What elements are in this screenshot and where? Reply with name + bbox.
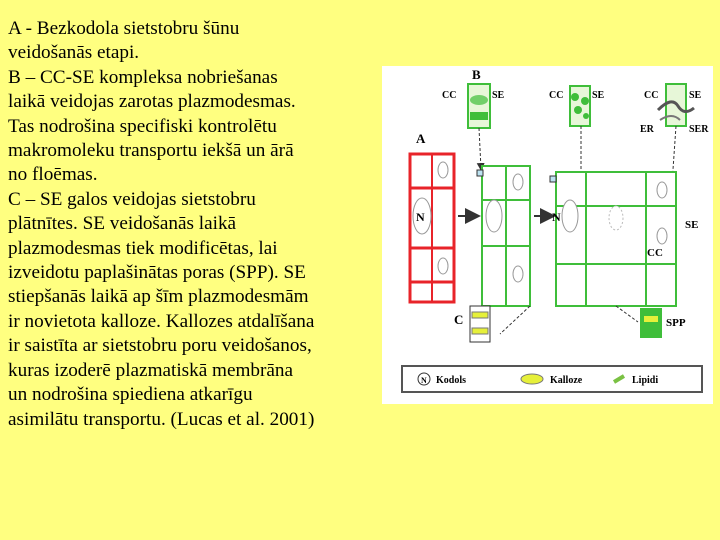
text-line: kuras izoderē plazmatiskā membrāna (8, 359, 294, 381)
text-line: no floēmas. (8, 164, 98, 186)
inset-label-cc: CC (644, 90, 659, 101)
label-cc: CC (647, 247, 663, 259)
c-inset (470, 306, 686, 342)
text-line: laikā veidojas zarotas plazmodesmas. (8, 91, 296, 113)
label-spp: SPP (666, 317, 686, 329)
phloem-figure (382, 66, 713, 404)
inset-label-ser: SER (689, 124, 709, 135)
text-line: ir saistīta ar sietstobru poru veidošanos, (8, 335, 312, 357)
inset-label-se: SE (592, 90, 605, 101)
legend-lipid: Lipidi (632, 375, 659, 386)
inset-label-cc: CC (549, 90, 564, 101)
svg-text:N: N (421, 376, 427, 385)
text-line: izveidotu paplašinātas poras (SPP). SE (8, 262, 306, 284)
text-line: un nodrošina spiediena atkarīgu (8, 384, 253, 406)
text-line: Tas nodrošina specifiski kontrolētu (8, 115, 277, 137)
nucleus-label: N (416, 210, 425, 224)
text-line: ir novietota kalloze. Kallozes atdalīšana (8, 310, 315, 332)
cell-column-a (410, 154, 454, 302)
text-line: plazmodesmas tiek modificētas, lai (8, 237, 278, 259)
legend-nucleus: Kodols (436, 375, 467, 386)
inset-label-er: ER (640, 124, 654, 135)
text-line: makromoleku transportu iekšā un ārā (8, 140, 294, 162)
text-line: B – CC-SE kompleksa nobriešanas (8, 66, 278, 88)
b-inset-2 (549, 86, 605, 178)
text-line: A - Bezkodola sietstobru šūnu (8, 18, 240, 39)
nucleus-label: N (552, 210, 561, 224)
cell-column-c (550, 172, 698, 306)
b-inset-3 (640, 84, 709, 184)
inset-label-se: SE (492, 90, 505, 101)
panel-label-b: B (472, 67, 481, 82)
label-se: SE (685, 219, 699, 231)
inset-label-se: SE (689, 90, 702, 101)
panel-label-c: C (454, 312, 464, 327)
slide-text (8, 17, 398, 432)
text-line: asimilātu transportu. (Lucas et al. 2001) (8, 408, 315, 430)
legend (402, 366, 702, 392)
panel-label-a: A (416, 131, 426, 146)
legend-callose: Kalloze (550, 375, 583, 386)
inset-label-cc: CC (442, 90, 457, 101)
text-line: C – SE galos veidojas sietstobru (8, 188, 256, 210)
text-line: stiepšanās laikā ap šīm plazmodesmām (8, 286, 309, 308)
cell-column-b (477, 166, 530, 306)
text-line: plātnītes. SE veidošanās laikā (8, 213, 237, 235)
text-line: veidošanās etapi. (8, 42, 140, 64)
